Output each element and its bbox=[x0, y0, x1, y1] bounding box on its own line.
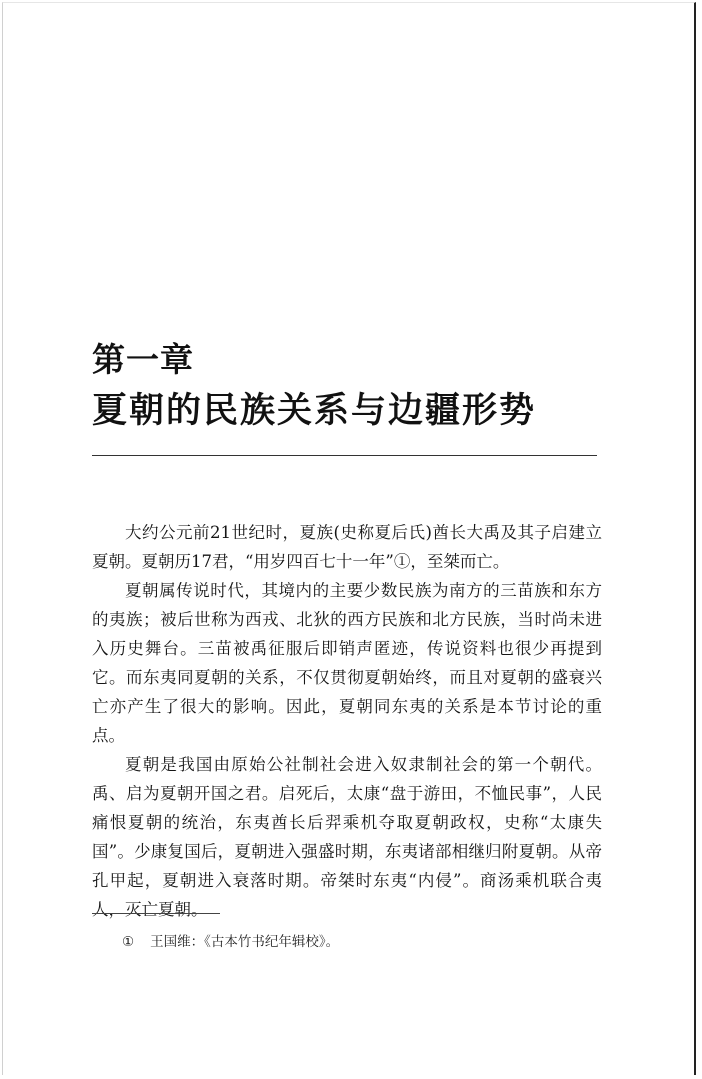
footnote bbox=[122, 932, 339, 952]
chapter-title: 夏朝的民族关系与边疆形势 bbox=[92, 391, 537, 431]
paragraph: 大约公元前21世纪时，夏族(史称夏后氏)酋长大禹及其子启建立夏朝。夏朝历17君，“用岁四百七十一年”①，至桀而亡。 bbox=[92, 523, 602, 571]
chapter-number: 第一章 bbox=[92, 340, 194, 379]
footnote-text: 王国维：《古本竹书纪年辑校》。 bbox=[150, 934, 340, 950]
body-text bbox=[92, 518, 602, 924]
footnote-mark: ① bbox=[122, 934, 135, 950]
footnote-divider bbox=[92, 913, 220, 914]
paragraph: 夏朝属传说时代，其境内的主要少数民族为南方的三苗族和东方的夷族；被后世称为西戎、北狄的西方民族和北方民族，当时尚未进入历史舞台。三苗被禹征服后即销声匿迹，传说资料也很少再提到它。而东夷同夏朝的关系，不仅贯彻夏朝始终，而且对夏朝的盛衰兴亡亦产生了很大的影响。因此，夏朝同东夷的关系是本节讨论的重点。 bbox=[92, 581, 602, 745]
paragraph: 夏朝是我国由原始公社制社会进入奴隶制社会的第一个朝代。禹、启为夏朝开国之君。启死后，太康“盘于游田，不恤民事”，人民痛恨夏朝的统治，东夷酋长后羿乘机夺取夏朝政权，史称“太康失国”。少康复国后，夏朝进入强盛时期，东夷诸部相继归附夏朝。从帝孔甲起，夏朝进入衰落时期。帝桀时东夷“内侵”。商汤乘机联合夷人，灭亡夏朝。 bbox=[92, 755, 602, 919]
title-divider bbox=[92, 455, 597, 456]
